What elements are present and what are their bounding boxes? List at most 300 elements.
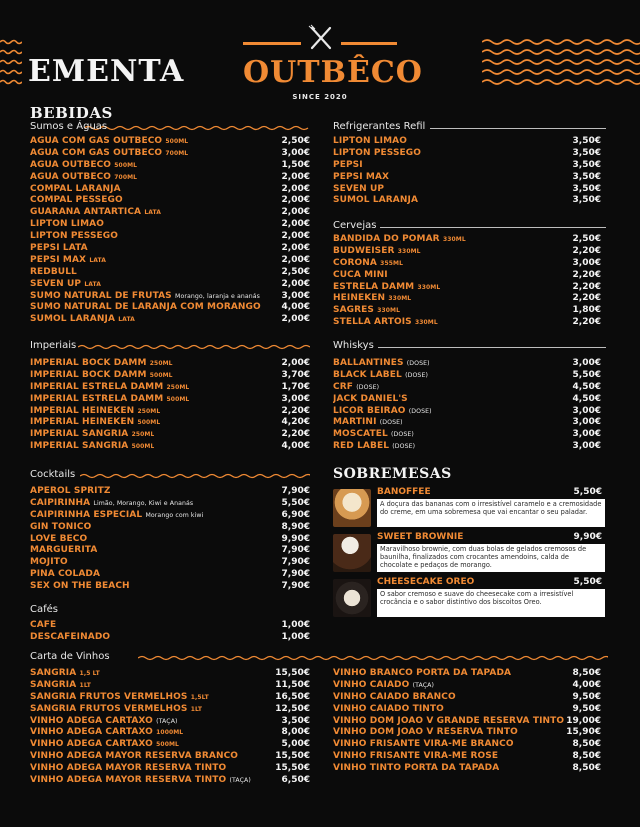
menu-item-row [30, 195, 310, 207]
item-note: Limão, Morango, Kiwi e Ananás [93, 499, 194, 507]
menu-item-row [30, 172, 310, 184]
menu-item [333, 160, 363, 172]
item-size: 355ML [380, 259, 403, 267]
item-price: 3,00€ [572, 417, 601, 428]
menu-item [30, 680, 91, 692]
menu-item [30, 279, 101, 291]
menu-item [30, 267, 77, 279]
banoffee-photo [333, 489, 371, 527]
item-size: 250ML [149, 360, 173, 367]
item-price: 4,00€ [572, 679, 601, 690]
item-price: 7,90€ [281, 557, 310, 568]
item-note: (TAÇA) [229, 777, 251, 785]
item-name: VINHO TINTO PORTA DA TAPADA [333, 763, 500, 774]
item-size: 1LT [190, 705, 203, 713]
menu-item [30, 632, 110, 644]
item-name: SUMOL LARANJA [30, 314, 116, 325]
item-price: 3,50€ [572, 183, 601, 194]
sumos-list [30, 136, 310, 326]
item-price: 2,20€ [572, 293, 601, 304]
menu-item [333, 172, 389, 184]
menu-item [333, 184, 384, 196]
whiskys-list [333, 358, 601, 453]
item-name: SUMOL LARANJA [333, 195, 419, 206]
menu-item [333, 668, 511, 680]
item-name: SANGRIA FRUTOS VERMELHOS [30, 703, 188, 714]
menu-item [333, 358, 430, 370]
dessert-name: BANOFFEE [377, 487, 431, 497]
menu-item [30, 195, 123, 207]
item-name: CAFÉ [30, 620, 57, 630]
item-price: 15,50€ [275, 751, 310, 762]
menu-item-row [333, 184, 601, 196]
menu-item [333, 234, 466, 246]
item-price: 6,90€ [281, 509, 310, 520]
menu-item [333, 293, 411, 305]
menu-item [30, 302, 261, 314]
menu-item-row [30, 184, 310, 196]
menu-item [30, 763, 226, 775]
item-size: 250ML [131, 431, 155, 439]
menu-item-row [333, 160, 601, 172]
item-price: 2,50€ [572, 234, 601, 244]
menu-item-row [333, 668, 601, 680]
item-size: 330ML [417, 283, 441, 291]
item-name: APEROL SPRITZ [30, 486, 111, 496]
menu-item [333, 417, 403, 429]
item-name: COMPAL PÊSSEGO [30, 195, 123, 206]
decorative-waves-left [0, 38, 22, 108]
menu-item-row [333, 148, 601, 160]
dessert-card [333, 487, 605, 531]
item-name: GUARANÁ ANTÁRTICA [30, 207, 142, 218]
dessert-price: 9,90€ [573, 532, 602, 542]
cervejas-list [333, 234, 601, 329]
brand-logo: OUTBÊCO [243, 55, 423, 90]
decorative-wave-imperiais [78, 344, 310, 350]
menu-item [333, 704, 444, 716]
item-name: MOJITO [30, 557, 68, 568]
item-price: 2,00€ [281, 183, 310, 194]
menu-item [30, 692, 209, 704]
item-price: 3,00€ [572, 429, 601, 440]
menu-item [333, 429, 414, 441]
item-price: 2,20€ [572, 245, 601, 256]
menu-item [30, 581, 130, 593]
menu-item [333, 246, 421, 258]
item-price: 3,00€ [572, 358, 601, 368]
item-price: 5,50€ [281, 497, 310, 508]
item-name: PINÃ COLADA [30, 569, 101, 580]
menu-item [30, 429, 154, 441]
page-title: EMENTA [28, 54, 185, 89]
item-price: 3,00€ [572, 441, 601, 452]
item-name: ÁGUA COM GÁS OUTBÊCO [30, 147, 163, 158]
menu-item-row [30, 207, 310, 219]
item-price: 15,90€ [566, 727, 601, 738]
menu-item-row [333, 751, 601, 763]
menu-item-row [333, 763, 601, 775]
item-price: 11,50€ [275, 679, 310, 690]
item-price: 2,20€ [572, 269, 601, 280]
item-name: LIPTON LIMÃO [333, 136, 407, 146]
bebidas-heading: BEBIDAS [30, 104, 113, 122]
item-price: 7,90€ [281, 581, 310, 592]
menu-item [333, 727, 518, 739]
menu-item-row [333, 136, 601, 148]
item-price: 12,50€ [275, 703, 310, 714]
item-name: ESTRELA DAMM [333, 281, 415, 292]
item-name: BUDWEISER [333, 245, 395, 256]
item-price: 2,00€ [281, 171, 310, 182]
item-size: 500ML [114, 161, 138, 169]
menu-item [30, 148, 188, 160]
menu-item-row [333, 441, 601, 453]
item-price: 4,50€ [572, 393, 601, 404]
menu-item [333, 282, 440, 294]
item-price: 3,50€ [572, 195, 601, 206]
item-size: 1000ML [156, 729, 184, 737]
menu-item [30, 184, 121, 196]
item-price: 1,50€ [281, 159, 310, 170]
item-price: 3,50€ [572, 136, 601, 146]
menu-item-row [30, 394, 310, 406]
menu-item-row [333, 370, 601, 382]
menu-item-row [30, 620, 310, 632]
item-name: CAIPIRINHA [30, 497, 91, 508]
item-size: 500ML [131, 443, 155, 451]
item-price: 4,20€ [281, 417, 310, 428]
item-name: IMPERIAL HEINEKEN [30, 417, 135, 428]
item-price: 9,50€ [572, 703, 601, 714]
refrigerantes-title: Refrigerantes Refil [333, 121, 426, 132]
item-name: BLACK LABEL [333, 369, 402, 380]
menu-item-row [30, 136, 310, 148]
menu-item-row [30, 557, 310, 569]
item-name: LIPTON PÊSSEGO [333, 147, 422, 158]
menu-item [333, 739, 514, 751]
item-name: VINHO CAIADO TINTO [333, 703, 444, 714]
item-price: 6,50€ [281, 775, 310, 786]
item-size: 1,5LT [190, 693, 209, 701]
menu-item [30, 243, 88, 255]
item-size: 700ML [114, 173, 138, 181]
item-size: 1LT [79, 681, 91, 689]
menu-item [30, 557, 68, 569]
item-size: 250ML [166, 383, 190, 391]
item-note: Morango com kiwi [145, 511, 204, 519]
item-name: IMPERIAL ESTRELA DAMM [30, 381, 164, 392]
item-name: SANGRIA [30, 668, 77, 678]
menu-item [30, 522, 91, 534]
menu-item-row [30, 739, 310, 751]
dessert-card [333, 532, 605, 576]
item-price: 7,90€ [281, 486, 310, 496]
item-name: DESCAFEINADO [30, 631, 111, 642]
menu-item [333, 305, 400, 317]
menu-item-row [333, 172, 601, 184]
item-price: 2,50€ [281, 136, 310, 146]
menu-item [30, 255, 106, 267]
menu-item-row [333, 727, 601, 739]
menu-item [30, 486, 110, 498]
logo-bar-right [341, 42, 397, 45]
item-name: IMPERIAL ESTRELA DAMM [30, 393, 164, 404]
item-name: ÁGUA OUTBÊCO [30, 159, 112, 170]
item-price: 9,50€ [572, 691, 601, 702]
sumos-title: Sumos e Águas [30, 121, 108, 132]
menu-item [333, 680, 434, 692]
cocktails-title: Cocktails [30, 469, 76, 480]
menu-item-row [333, 680, 601, 692]
item-size: 500ML [166, 395, 190, 403]
item-note: (TAÇA) [156, 717, 178, 725]
divider [380, 227, 606, 228]
menu-item [30, 394, 189, 406]
item-name: LICOR BEIRÃO [333, 405, 406, 416]
item-note: Morango, laranja e ananás [175, 292, 261, 300]
item-price: 3,00€ [572, 405, 601, 416]
menu-item [333, 148, 421, 160]
item-name: PEPSI MAX [333, 171, 390, 182]
dessert-description: O sabor cremoso e suave do cheesecake com a irresistível crocância e o sabor distintivo dos biscoitos Oreo. [377, 589, 605, 617]
item-price: 1,70€ [281, 381, 310, 392]
item-name: MARGUERITA [30, 545, 98, 556]
menu-item-row [333, 293, 601, 305]
item-note: (DOSE) [406, 360, 430, 367]
item-price: 2,00€ [281, 207, 310, 218]
cervejas-title: Cervejas [333, 220, 377, 231]
item-name: SAGRES [333, 305, 374, 316]
dessert-price: 5,50€ [573, 577, 602, 587]
item-size: LATA [89, 256, 106, 264]
refrigerantes-list [333, 136, 601, 207]
menu-item-row [333, 716, 601, 728]
menu-item-row [333, 234, 601, 246]
item-price: 3,50€ [281, 715, 310, 726]
item-size: 330ML [388, 295, 412, 303]
menu-item [30, 172, 137, 184]
menu-item [30, 739, 179, 751]
menu-item-row [333, 195, 601, 207]
menu-item-row [30, 148, 310, 160]
item-note: (DOSE) [405, 371, 428, 379]
menu-item-row [333, 305, 601, 317]
item-name: ÁGUA COM GÁS OUTBÊCO [30, 136, 163, 146]
menu-item-row [30, 704, 310, 716]
item-price: 8,50€ [572, 763, 601, 774]
menu-item-row [30, 498, 310, 510]
item-price: 8,50€ [572, 739, 601, 750]
menu-item [30, 417, 160, 429]
item-price: 2,00€ [281, 219, 310, 230]
menu-item [30, 370, 173, 382]
menu-item [333, 394, 408, 406]
menu-item [333, 692, 456, 704]
menu-item [30, 160, 137, 172]
item-name: CRF [333, 381, 353, 392]
item-price: 3,50€ [572, 159, 601, 170]
menu-item-row [333, 394, 601, 406]
item-size: 330ML [442, 236, 466, 243]
item-price: 4,00€ [281, 302, 310, 313]
menu-item-row [333, 382, 601, 394]
item-name: PEPSI MAX [30, 254, 87, 265]
item-price: 2,20€ [281, 405, 310, 416]
item-note: (DOSE) [392, 443, 416, 451]
item-price: 2,00€ [281, 314, 310, 325]
menu-item-row [30, 486, 310, 498]
menu-item-row [30, 219, 310, 231]
item-note: (DOSE) [379, 419, 403, 427]
item-name: IMPERIAL HEINEKEN [30, 405, 135, 416]
menu-item-row [333, 317, 601, 329]
item-price: 3,50€ [572, 147, 601, 158]
item-name: VINHO FRISANTE VIRA-ME ROSÊ [333, 751, 499, 762]
item-name: VINHO FRISANTE VIRA-ME BRANCO [333, 739, 514, 750]
cheesecake-oreo-photo [333, 579, 371, 617]
menu-item-row [30, 534, 310, 546]
menu-item [30, 231, 118, 243]
menu-item-row [30, 751, 310, 763]
divider [430, 128, 606, 129]
item-name: STELLA ARTOIS [333, 317, 412, 328]
menu-item-row [30, 267, 310, 279]
menu-item [333, 136, 407, 148]
menu-item [30, 569, 100, 581]
item-price: 5,50€ [572, 369, 601, 380]
menu-item-row [30, 692, 310, 704]
cocktails-list [30, 486, 310, 593]
item-name: LOVE BÊCO [30, 533, 88, 544]
item-size: 500ML [149, 371, 173, 379]
dessert-card [333, 577, 605, 621]
menu-item-row [333, 739, 601, 751]
item-name: ÁGUA OUTBÊCO [30, 171, 112, 182]
item-price: 2,00€ [281, 254, 310, 265]
item-price: 8,90€ [281, 521, 310, 532]
item-name: REDBULL [30, 266, 77, 277]
menu-item [333, 406, 432, 418]
item-price: 2,00€ [281, 195, 310, 206]
item-name: VINHO ADEGA MAYOR RESERVA TINTO [30, 763, 227, 774]
item-name: VINHO ADEGA MAYOR RESERVA BRANCO [30, 751, 239, 762]
item-price: 3,50€ [572, 171, 601, 182]
menu-item [30, 291, 260, 303]
menu-item [333, 382, 379, 394]
item-price: 15,50€ [275, 763, 310, 774]
whiskys-title: Whiskys [333, 340, 374, 351]
item-price: 2,50€ [281, 266, 310, 277]
menu-item [30, 136, 188, 148]
item-name: VINHO ADEGA MAYOR RESERVA TINTO [30, 775, 227, 786]
menu-item-row [333, 258, 601, 270]
menu-item-row [30, 279, 310, 291]
item-name: BANDIDA DO POMAR [333, 234, 440, 244]
menu-item-row [30, 291, 310, 303]
item-price: 2,00€ [281, 358, 310, 368]
item-price: 2,00€ [281, 231, 310, 242]
item-name: SEVEN UP [30, 278, 82, 289]
item-note: (DOSE) [391, 431, 414, 439]
item-size: 500ML [165, 138, 189, 145]
menu-item [30, 727, 183, 739]
item-size: 330ML [377, 307, 401, 315]
item-price: 3,00€ [572, 257, 601, 268]
item-name: MARTINI [333, 417, 377, 428]
decorative-wave-sumos [84, 125, 310, 131]
menu-item [30, 620, 56, 632]
menu-item-row [30, 358, 310, 370]
item-size: 1,5 LT [79, 670, 100, 677]
menu-item [333, 195, 418, 207]
item-price: 1,00€ [281, 620, 310, 630]
item-price: 3,00€ [281, 290, 310, 301]
item-size: LATA [144, 209, 162, 217]
menu-item [333, 751, 498, 763]
menu-item-row [30, 668, 310, 680]
menu-item-row [333, 246, 601, 258]
item-name: CUCA MINI [333, 269, 388, 280]
menu-item-row [30, 314, 310, 326]
vinhos-list-left [30, 668, 310, 787]
menu-item-row [30, 510, 310, 522]
item-name: VINHO DOM JOÃO V GRANDE RESERVA TINTO [333, 715, 565, 726]
item-name: SANGRIA [30, 679, 77, 690]
item-price: 2,00€ [281, 243, 310, 254]
item-price: 3,00€ [281, 393, 310, 404]
item-size: 500ML [156, 741, 179, 749]
item-price: 15,50€ [275, 668, 310, 678]
menu-item-row [30, 417, 310, 429]
item-name: VINHO ADEGA CARTAXO [30, 715, 153, 726]
menu-item-row [30, 255, 310, 267]
item-size: 330ML [397, 247, 421, 255]
menu-item-row [333, 704, 601, 716]
menu-item-row [30, 763, 310, 775]
item-price: 8,50€ [572, 668, 601, 678]
item-name: HEINEKEN [333, 293, 386, 304]
item-size: LATA [84, 280, 102, 288]
item-price: 2,20€ [281, 429, 310, 440]
menu-item-row [30, 522, 310, 534]
item-name: RED LABEL [333, 441, 390, 452]
menu-item [30, 498, 193, 510]
item-name: JACK DANIEL'S [333, 393, 408, 404]
menu-item-row [333, 270, 601, 282]
imperiais-title: Imperiais [30, 340, 77, 351]
item-name: BALLANTINES [333, 358, 404, 368]
item-price: 3,00€ [281, 147, 310, 158]
menu-item-row [333, 417, 601, 429]
item-name: SUMO NATURAL DE LARANJA COM MORANGO [30, 302, 261, 313]
item-price: 3,70€ [281, 369, 310, 380]
menu-item-row [333, 282, 601, 294]
item-name: IMPERIAL SANGRIA [30, 429, 129, 440]
item-price: 1,80€ [572, 305, 601, 316]
logo-bar-left [243, 42, 301, 45]
dessert-name: SWEET BROWNIE [377, 532, 464, 542]
cafes-list [30, 620, 310, 644]
item-price: 4,50€ [572, 381, 601, 392]
menu-item [30, 207, 161, 219]
item-name: IMPERIAL BOCK DAMM [30, 369, 147, 380]
item-size: 700ML [165, 149, 189, 157]
item-name: SEX ON THE BEACH [30, 581, 130, 592]
menu-item-row [333, 358, 601, 370]
item-name: IMPERIAL BOCK DAMM [30, 358, 147, 368]
item-name: VINHO DOM JOÃO V RESERVA TINTO [333, 727, 518, 738]
